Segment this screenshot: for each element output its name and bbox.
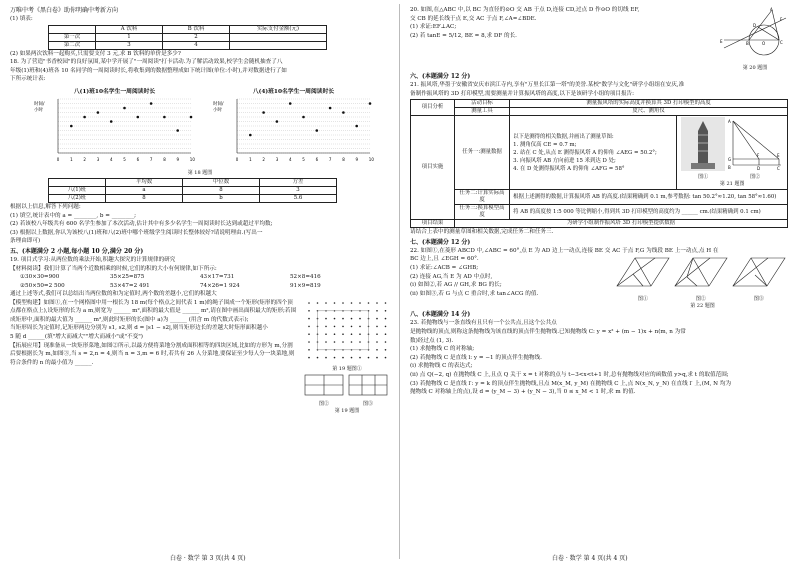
q22-stem-2: BC 边上,且 ∠EGH = 60°. [410,256,479,263]
x-tick-label: 3 [275,156,279,162]
grid-point [334,356,336,358]
fig18-caption: 第 18 题图 [187,169,213,176]
task1-item: 2. 站在 C 处,从点 E 测得振风塔 A 的仰角 ∠AEG = 50.2°; [513,149,657,156]
grid-point [317,302,319,304]
grid-point [342,341,344,343]
table-cell: 3 [260,186,337,194]
svg-text:A: A [770,7,773,12]
grid-point [368,356,370,358]
q17-part2: (2) 如果两次饮料一起购买,只需要支付 3 元,求 B 饮料的单价是多少? [10,50,181,57]
grid-point [317,356,319,358]
data-point [176,129,179,132]
rhombus-figure-2 [673,255,729,291]
q22-part2i: (i) 如图②,若 AG // GH,求 BG 的长; [410,282,502,289]
grid-point [308,317,310,319]
q18-part3: (3) 根据以上数据,你认为该校八(1)班和八(2)班中哪个班级学生阅读时长整体较好?请说明理由.(写出一 [10,229,263,236]
grid-point [308,341,310,343]
fig19-2-graphic [304,374,344,396]
fig19-3-caption: 图③ [362,400,373,407]
grid-point [359,302,361,304]
fig22-3 [731,255,787,302]
table-cell [230,41,327,49]
table-cell: 4 [163,41,230,49]
svg-text:E: E [777,153,780,159]
q21-stem-2: 备制作振风塔的 3D 打印模型,需要测量并计算振风塔的高度,以下是该研学小组的项目报告: [410,90,635,97]
grid-point [376,317,378,319]
table-header: B 饮料 [163,25,230,33]
q22-part1: (1) 求证:∠ACB = ∠GHB; [410,264,479,271]
fig22-2 [673,255,729,302]
fig19-3-graphic [348,374,388,396]
data-point [249,134,252,137]
data-point [123,107,126,110]
table-header: 实际支付金额(元) [230,25,327,33]
table-row [411,100,788,108]
grid-point [385,325,387,327]
right-footer: 白卷 · 数学 第 4 页(共 4 页) [552,555,628,562]
table-header [49,178,106,186]
task1-item: 3. 向振风塔 AB 方向前进 15 米到达 D 处; [513,157,616,164]
q19-apply: 【拓展应用】现准备从一块矩形菜地,如图②所示,以最方便将菜地分割成面积相等的四块区域,比如的方形为 m,分割后要根据长为 m,如图③,当 s = 2,n = 4,则当 n = 3,m = 6 时,若共有 26 人分菜地,要保证至少每人分一块菜地,则符合条件的 n 的最小值为 ______. [10,342,295,366]
table-row [49,25,327,33]
task1-content [510,116,677,190]
data-point [355,125,358,128]
fig19-1-caption: 第 19 题图① [332,365,362,372]
svg-text:G: G [728,157,732,163]
grid-point [359,333,361,335]
page-divider [399,4,400,559]
table-cell: 1 [96,33,163,41]
q21-figures [678,117,786,181]
grid-point [376,302,378,304]
table-row [411,220,788,228]
table-cell: 第一次 [49,33,96,41]
x-tick-label: 8 [163,156,166,162]
q22-stem-1: 22. 如图①,在菱形 ABCD 中,∠ABC = 60°,点 E 为 AD 边上一动点,连接 BE 交 AC 于点 F,G 为线段 BE 上一动点,点 H 在 [410,247,719,254]
grid-point [359,341,361,343]
fig22-1-caption: 图① [637,296,648,303]
grid-point [385,333,387,335]
chart-1 [32,86,197,169]
fig19-2 [304,374,344,407]
table-cell: 项目结果 [411,220,455,228]
data-point [70,125,73,128]
fig22-3-caption: 图③ [753,296,764,303]
grid-point [334,341,336,343]
q19-figure [304,299,390,414]
fig19-caption: 第 19 题图 [334,407,360,414]
grid-point [334,325,336,327]
q20-stem-2: 交 CB 的延长线于点 E,交 AC 于点 F,∠A=∠BDE. [410,15,537,22]
table-cell: 活动目标 [454,100,509,108]
q18-stem-1: 18. 为了营造"书香校园"的良好氛围,某中学开展了"一周阅读"打卡活动.为了解活动效果,校学生会随机抽查了八 [10,59,283,66]
grid-point [385,317,387,319]
grid-point [334,302,336,304]
chart-1-title: 八(1)班10名学生一周阅读时长 [73,88,156,95]
table-cell: 5.6 [260,194,337,202]
calc-item: ①30×30=900 [20,274,60,281]
x-tick-label: 6 [315,156,319,162]
fig22-1 [615,255,671,302]
table-cell: 3 [96,41,163,49]
grid-point [376,325,378,327]
fig20-caption: 第 20 题图 [742,65,768,71]
calc-item: 74×26=1 924 [200,282,240,289]
calc-item: 91×9=819 [290,282,321,289]
calc-item: 35×25=875 [110,274,145,281]
fig21-2-caption: 图② [750,174,761,181]
grid-point [342,317,344,319]
svg-text:B: B [728,165,731,171]
q19-subfigs [304,374,390,407]
grid-point [325,356,327,358]
tower-photo [681,117,725,171]
page-header: 万唯中考《黑白卷》助你明确中考新方向 [10,7,119,14]
task1-item: 4. 在 D 处测得振风塔 A 的仰角 ∠AFG = 58° [513,165,625,172]
table-row [411,190,788,205]
q20-text [410,6,720,71]
grid-point [385,302,387,304]
fig21-2 [727,117,783,181]
data-point [276,120,279,123]
fig19-2-caption: 图② [318,400,329,407]
table-cell: 第二次 [49,41,96,49]
rope-rectangle [318,310,369,349]
x-tick-label: 10 [189,156,195,162]
table-cell: 8 [183,186,260,194]
task1-item: 1. 测角仪高 CE = 0.7 m; [513,141,577,148]
q19-grid-figure [304,299,390,361]
x-tick-label: 2 [262,156,265,162]
grid-point [342,302,344,304]
y-axis-label: 小时 [213,107,222,113]
x-tick-label: 9 [176,156,180,162]
q20-part1: (1) 求证:EF⊥AC; [410,24,457,31]
y-axis-label: 时间/ [213,101,224,107]
calc-item: ②50×50=2 500 [20,282,65,289]
q18-part2: (2) 若该校八年级共有 600 名学生参加了本次活动,估计其中有多少名学生一周阅读时长达到或超过平均数; [10,221,273,228]
q20-block [410,6,790,71]
table-row [411,108,788,116]
q22-figure-row [615,255,790,302]
grid-point [308,356,310,358]
q19-calculations [10,273,390,290]
grid-point [325,325,327,327]
grid-point [342,325,344,327]
grid-point [308,302,310,304]
q21-project-table [410,99,788,228]
q18-part1: (1) 填空,统计表中的 a = ________, b = ________; [10,212,137,219]
grid-point [342,356,344,358]
q19-note2: 5 随 d ______(填"增大而减大""增大而减小"或"不变") [10,333,143,340]
chart-1-plot [32,95,197,165]
grid-point [385,356,387,358]
table-cell: 八(1)班 [49,186,106,194]
x-tick-label: 7 [328,156,332,162]
x-tick-label: 9 [355,156,359,162]
section-8-title: 八、(本题满分 14 分) [410,311,471,319]
table-row [49,178,337,186]
calc-item: 43×17=731 [200,274,235,281]
svg-text:F: F [780,17,783,22]
rhombus-figure-3 [731,255,787,291]
y-axis-label: 时间/ [34,101,45,107]
x-tick-label: 4 [289,156,292,162]
q22-figures [615,255,790,309]
q19-material: 【材料阅读】我们计算了当两个近数相乘的时候,它们的积的大小有何规律,如下所示: [10,265,217,272]
table-cell: 项目分析 [411,100,455,116]
calc-item: 53×47=2 491 [110,282,150,289]
data-point [302,116,305,119]
fig22-caption: 第 22 题图 [690,303,715,310]
q23-part3b: 抛物线 C 对称轴上的点),设 d = (y_M − 3) + (y_N − 3),当 0 ≤ x_M < 1 时,求 m 的值. [410,389,636,396]
grid-point [376,356,378,358]
q23-stem-2: 是抛物线的顶点,则称这条抛物线为该直线的顶点伴生抛物线.已知抛物线 C: y = x² + (m − 1)x + n(m, n 为常 [410,328,686,335]
data-point [329,107,332,110]
left-page [0,0,398,565]
svg-text:D: D [757,166,761,172]
tower-sketch [727,117,783,171]
data-point [150,102,153,105]
grid-point [325,317,327,319]
svg-text:B: B [746,41,749,46]
grid-point [376,333,378,335]
data-point [342,111,345,114]
grid-point [342,333,344,335]
q19-note: 当矩形周长为定值时,记矩形两边分别为 s1, s2,则 d = |s1 − s2|,则当矩形边长的差越大时矩形面积越小 [10,325,268,332]
q20-circle-figure [720,6,790,60]
svg-text:C: C [777,166,780,172]
q18-part3b: 条理由即可) [10,238,41,245]
data-point [110,120,113,123]
svg-text:C: C [780,40,783,45]
x-tick-label: 1 [70,156,73,162]
grid-point [325,341,327,343]
fig21-1-caption: 图① [698,174,709,181]
q21-tail: 请结合上表中的测量草图和相关数据,完成任务二和任务三. [410,229,554,236]
x-tick-label: 1 [249,156,252,162]
table-cell: 八(2)班 [49,194,106,202]
grid-point [385,341,387,343]
x-tick-label: 10 [368,156,374,162]
x-tick-label: 8 [342,156,345,162]
q22-text [410,255,615,309]
q23-part2i: (i) 求抛物线 C 的表达式; [410,363,473,370]
table-header: 平均数 [106,178,183,186]
y-axis-label: 小时 [34,107,43,113]
table-cell: 根据上述测得的数据,计算振风塔 AB 的高度.(结果精确到 0.1 m,参考数据: tan 50.2°≈1.20, tan 58°≈1.60) [510,190,788,205]
section-7-title: 七、(本题满分 12 分) [410,238,471,246]
table-cell: 将 AB 的高度按 1:5 000 等比例缩小,得到其 3D 打印模型的高度约为 ______ cm.(结果精确到 0.1 cm) [510,205,788,220]
grid-point [376,341,378,343]
data-point [316,129,319,132]
section-6-title: 六、(本题满分 12 分) [410,73,471,80]
table-row [49,194,337,202]
grid-point [325,302,327,304]
svg-text:D: D [753,23,757,28]
grid-point [308,310,310,312]
svg-text:E: E [720,39,723,44]
q18-tail: 根据以上信息,解答下列问题: [10,203,81,210]
table-cell: 任务三:换算模型高度 [454,205,509,220]
data-point [262,111,265,114]
grid-point [385,310,387,312]
calc-item: 52×8=416 [290,274,321,281]
section-5-title: 五、(本题满分 2 小题,每小题 10 分,满分 20 分) [10,247,144,255]
x-tick-label: 3 [96,156,100,162]
q18-stem-2: 年级(1)班和(4)班各 10 名同学的一周阅读时长,将收集到的数据整理成如下统计图(单位:小时),并对数据进行了如 [10,67,287,74]
chart-2-plot [211,95,376,165]
table-header: 方差 [260,178,337,186]
left-footer: 白卷 · 数学 第 3 页(共 4 页) [170,555,246,562]
fig22-2-caption: 图② [695,296,706,303]
table-cell: 2 [163,33,230,41]
x-tick-label: 4 [110,156,113,162]
table-cell: 测量工具 [454,108,509,116]
table-row [411,116,788,190]
svg-text:O: O [762,41,766,46]
x-tick-label: 5 [123,156,126,162]
fig21-caption: 第 21 题图 [719,181,745,188]
data-point [289,102,292,105]
grid-point [334,333,336,335]
table-row [49,41,327,49]
fig19-3 [348,374,388,407]
data-point [190,116,193,119]
grid-point [376,349,378,351]
q18-stem-3: 下所示统计表: [10,76,46,83]
q19-model: 【模型构建】如图①,在一个网格图中用一根长为 18 m(每个格点之间代表 1 m)的绳子围成一个矩形(矩形的四个顶点都在格点上),设矩形的长为 a m,则宽为 ______ m²,面积的最大值是 ______ m²,请在图中画出面积最大的矩形;若围成矩形中,面积的最大值为 ______ m²,则此时矩形的长(图中 a)为 ______ (用含 m 的代数式表示); [10,299,297,323]
grid-point [351,333,353,335]
grid-point [308,333,310,335]
q23-part2: (2) 若抛物线 C 是直线 l: y = −1 的顶点伴生抛物线. [410,354,542,361]
table-cell: 测量振风塔的实际高度并换算其 3D 打印模型的高度 [510,100,788,108]
right-page [402,0,800,565]
table-cell: 任务二:计算实际高度 [454,190,509,205]
grid-point [351,356,353,358]
table-header: A 饮料 [96,25,163,33]
x-tick-label: 5 [302,156,305,162]
q20-stem: 20. 如图,在△ABC 中,以 BC 为直径的⊙O 交 AB 于点 D,连接 CD,过点 D 作⊙O 的切线 EF, [410,7,640,13]
grid-point [308,325,310,327]
data-point [97,111,100,114]
grid-point [351,317,353,319]
q18-charts [32,86,390,169]
table-header: 中位数 [183,178,260,186]
q19-intro: 19. 项目式学习:从两位数的乘法开始,积趣大探究的计算规律的研究 [10,256,176,263]
table-cell: 任务一:测量数据 [454,116,509,190]
x-tick-label: 0 [56,156,60,162]
rhombus-figure-1 [615,255,671,291]
table-cell [230,33,327,41]
x-tick-label: 2 [83,156,86,162]
table-row [411,205,788,220]
task1-figures [677,116,788,190]
q23-stem-3: 数)经过点 (1, 3). [410,337,454,344]
table-cell: 为研学小组制作振风塔 3D 打印模型提供数据 [454,220,787,228]
x-tick-label: 0 [235,156,239,162]
q19-model-block [10,299,390,414]
data-point [137,116,140,119]
grid-point [385,349,387,351]
grid-point [351,302,353,304]
data-point [163,116,166,119]
table-cell: a [106,186,183,194]
table-cell: 项目实施 [411,116,455,220]
task1-intro: 以下是测得的相关数据,并画出了测量草图: [513,133,614,140]
table-row [49,33,327,41]
grid-point [351,325,353,327]
q23-part1: (1) 求抛物线 C 的对称轴; [410,346,475,353]
grid-point [351,341,353,343]
chart-2 [211,86,376,169]
q23-part2ii: (ii) 点 Q(−2, q) 在抛物线 C 上,且点 Q 关于 x = t 对称的点与 t−3<x<t+1 时,总有抛物线对应的函数值 y>q,求 t 的取值范围; [410,371,729,378]
grid-point [359,325,361,327]
q22-part2: (2) 连接 AG,当 E 为 AD 中点时, [410,273,493,280]
q23-stem-1: 23. 若抛物线与一条直线有且只有一个公共点,且这个公共点 [410,320,557,327]
fig21-1 [681,117,725,181]
q21-stem-1: 21. 振风塔,华墨于安徽省安庆市滨江寺内,享有"万里长江第一塔"的美誉.某校"数学与文化"研学小组组在安庆,准 [410,82,685,88]
q22-part2ii: (ii) 如图③,若 G 与点 C 重合时,求 tan∠ACG 的值. [410,290,539,297]
table-row [49,186,337,194]
x-tick-label: 7 [149,156,153,162]
svg-text:F: F [757,153,760,159]
data-point [369,102,372,105]
svg-text:A: A [728,119,731,125]
q17-part1: (1) 填表: [10,16,33,22]
q22-block [410,255,790,309]
grid-point [359,317,361,319]
table-cell: 8 [106,194,183,202]
grid-point [325,333,327,335]
grid-point [376,310,378,312]
table-header [49,25,96,33]
q20-part2: (2) 若 tanE = 5/12, BE = 8,求 DF 的长. [410,32,517,39]
q17-table [48,25,327,50]
q19-observation: 通过上述等式,我们可以总结出当两位数的和为定值时,两个数的差越小,它们的积越大 [10,290,217,297]
q19-model-text [10,299,298,414]
data-point [83,116,86,119]
table-cell: 皮尺、测角仪 [510,108,788,116]
grid-point [368,302,370,304]
grid-point [334,317,336,319]
x-tick-label: 6 [136,156,140,162]
grid-point [359,356,361,358]
table-cell: b [183,194,260,202]
q18-table [48,178,337,203]
grid-point [308,349,310,351]
q23-part3: (3) 若抛物线 C 是直线 l′: y = k 的顶点伴生抛物线,且点 M(x_M, y_M) 在抛物线 C 上,点 N(x_N, y_N) 在直线 l′ 上,(M, N 均为 [410,380,732,387]
q20-figure [720,6,790,71]
chart-2-title: 八(4)班10名学生一周阅读时长 [252,88,335,95]
